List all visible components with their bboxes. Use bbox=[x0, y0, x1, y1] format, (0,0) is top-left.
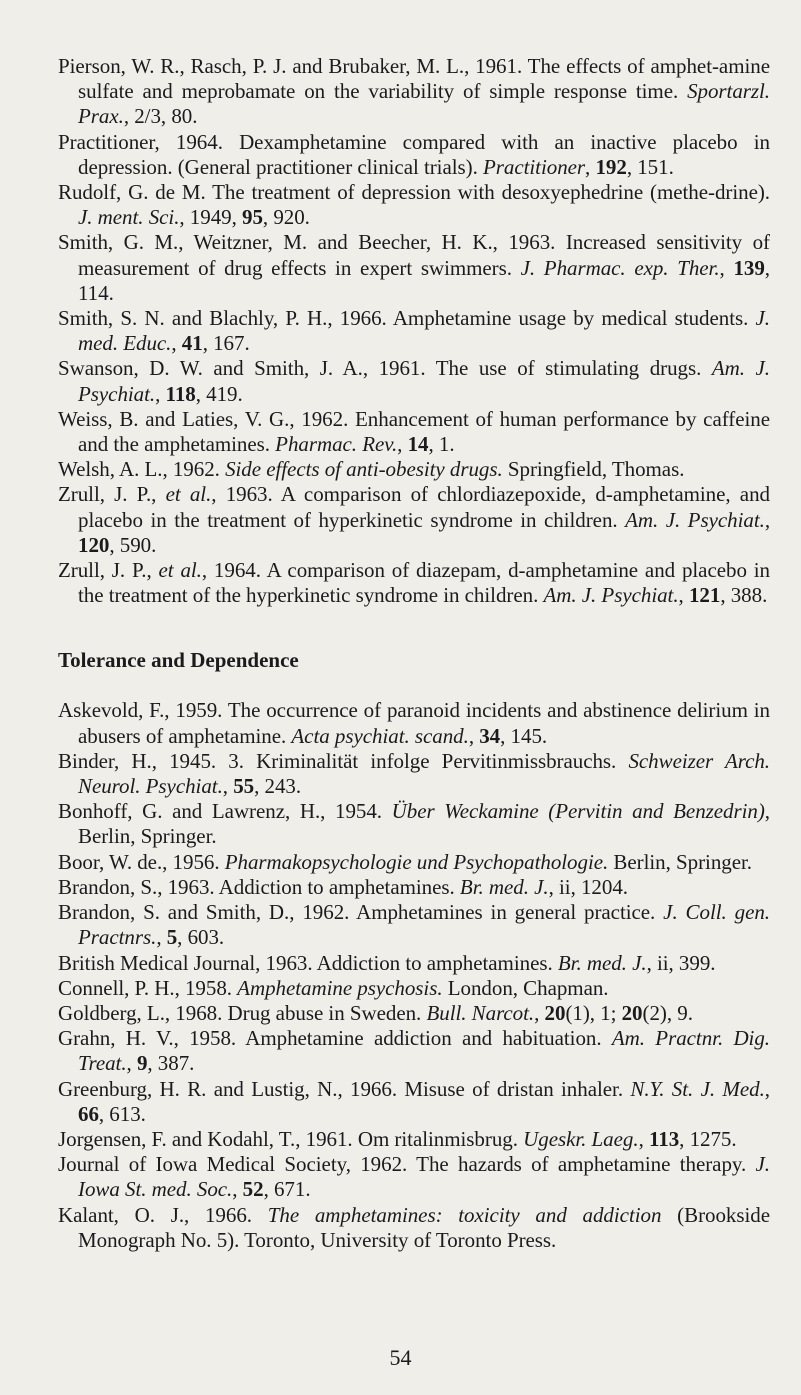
reference-text-segment: Connell, P. H., 1958. bbox=[58, 975, 238, 1000]
reference-text-segment: , 114. bbox=[78, 255, 770, 305]
reference-text-segment: Über Weckamine (Pervitin and Benzedrin) bbox=[391, 799, 765, 824]
reference-entry bbox=[58, 230, 770, 306]
reference-text-segment: , bbox=[719, 255, 734, 280]
reference-text-segment: , bbox=[171, 331, 182, 356]
reference-entry bbox=[58, 875, 770, 900]
reference-text-segment: Journal of Iowa Medical Society, 1962. The hazards of amphetamine therapy. bbox=[58, 1152, 756, 1177]
reference-text-segment: , 145. bbox=[500, 723, 548, 748]
reference-entry bbox=[58, 1026, 770, 1076]
reference-text-segment: Acta psychiat. scand. bbox=[291, 723, 469, 748]
reference-list-tolerance-dependence bbox=[58, 698, 770, 1252]
reference-text-segment: Side effects of anti-obesity drugs. bbox=[225, 457, 503, 482]
reference-text-segment: Smith, G. M., Weitzner, M. and Beecher, H. K., 1963. Increased sensitivity of measurement of drug effects in expert swimmers. bbox=[58, 230, 770, 280]
reference-text-segment: The amphetamines: toxicity and addiction bbox=[267, 1202, 662, 1227]
reference-text-segment: 66 bbox=[78, 1101, 99, 1126]
reference-text-segment: , bbox=[232, 1177, 243, 1202]
document-page bbox=[58, 54, 770, 1253]
reference-entry bbox=[58, 749, 770, 799]
reference-text-segment: , 603. bbox=[177, 925, 225, 950]
reference-text-segment: , bbox=[126, 1051, 137, 1076]
reference-text-segment: , 1949, bbox=[179, 205, 243, 230]
reference-text-segment: London, Chapman. bbox=[442, 975, 609, 1000]
reference-text-segment: , bbox=[222, 774, 234, 799]
reference-text-segment: Practitioner, 1964. Dexamphetamine compared with an inactive placebo in depression. (General practitioner clinical trials). bbox=[58, 129, 770, 179]
reference-entry bbox=[58, 482, 770, 558]
reference-text-segment: Am. Practnr. Dig. Treat. bbox=[78, 1026, 770, 1076]
reference-text-segment: Amphetamine psychosis. bbox=[237, 975, 443, 1000]
reference-text-segment: Brandon, S. and Smith, D., 1962. Amphetamines in general practice. bbox=[58, 900, 664, 925]
reference-entry bbox=[58, 850, 770, 875]
reference-text-segment: 95 bbox=[242, 205, 263, 230]
reference-text-segment: , 1275. bbox=[679, 1126, 737, 1151]
reference-text-segment: Bull. Narcot. bbox=[426, 1000, 535, 1025]
reference-text-segment: , 2/3, 80. bbox=[123, 104, 198, 129]
reference-entry bbox=[58, 407, 770, 457]
reference-text-segment: , 243. bbox=[254, 774, 302, 799]
reference-text-segment: 121 bbox=[688, 583, 721, 608]
reference-text-segment: , 613. bbox=[98, 1101, 146, 1126]
reference-text-segment: Weiss, B. and Laties, V. G., 1962. Enhancement of human performance by caffeine and the amphetamines. bbox=[58, 406, 770, 457]
reference-text-segment: J. med. Educ. bbox=[78, 306, 770, 356]
reference-text-segment: , bbox=[638, 1126, 649, 1151]
reference-text-segment: J. Coll. gen. Practnrs. bbox=[78, 900, 770, 950]
reference-text-segment: Swanson, D. W. and Smith, J. A., 1961. The use of stimulating drugs. bbox=[58, 356, 712, 381]
reference-text-segment: Pharmac. Rev. bbox=[275, 432, 398, 457]
reference-text-segment: et al. bbox=[165, 482, 212, 507]
reference-text-segment: 14 bbox=[407, 432, 429, 457]
reference-text-segment: 55 bbox=[233, 774, 255, 799]
reference-text-segment: Springfield, Thomas. bbox=[502, 457, 685, 482]
reference-text-segment: 113 bbox=[648, 1126, 680, 1151]
reference-text-segment: 52 bbox=[242, 1177, 264, 1202]
reference-text-segment: J. ment. Sci. bbox=[78, 205, 180, 230]
reference-text-segment: , bbox=[678, 583, 689, 608]
reference-text-segment: Br. med. J. bbox=[459, 874, 549, 899]
reference-entry bbox=[58, 558, 770, 608]
reference-text-segment: Jorgensen, F. and Kodahl, T., 1961. Om ritalinmisbrug. bbox=[58, 1126, 524, 1151]
reference-text-segment: , ii, 399. bbox=[646, 950, 716, 975]
reference-text-segment: , 1963. A comparison of chlordiazepoxide, d-amphetamine, and placebo in the treatment of hyperkinetic syndrome in children. bbox=[78, 482, 770, 532]
reference-entry bbox=[58, 698, 770, 748]
reference-entry bbox=[58, 1127, 770, 1152]
reference-entry bbox=[58, 457, 770, 482]
reference-text-segment: Bonhoff, G. and Lawrenz, H., 1954. bbox=[58, 799, 392, 824]
reference-text-segment: 20 bbox=[544, 1000, 566, 1025]
reference-text-segment: Br. med. J. bbox=[557, 950, 647, 975]
reference-text-segment: , bbox=[155, 381, 166, 406]
reference-text-segment: , bbox=[764, 1076, 770, 1101]
reference-text-segment: , 388. bbox=[720, 583, 768, 608]
page-number: 54 bbox=[389, 1345, 412, 1370]
reference-text-segment: 9 bbox=[136, 1051, 148, 1076]
reference-entry bbox=[58, 976, 770, 1001]
reference-text-segment: Smith, S. N. and Blachly, P. H., 1966. Amphetamine usage by medical students. bbox=[58, 306, 756, 331]
reference-text-segment: Binder, H., 1945. 3. Kriminalität infolge Pervitinmissbrauchs. bbox=[58, 748, 629, 773]
reference-text-segment: , 1964. A comparison of diazepam, d-amphetamine and placebo in the treatment of the hyperkinetic syndrome in children. bbox=[78, 558, 770, 608]
reference-text-segment: Welsh, A. L., 1962. bbox=[58, 457, 226, 482]
reference-entry bbox=[58, 306, 770, 356]
reference-text-segment: , bbox=[764, 507, 771, 532]
reference-entry bbox=[58, 1152, 770, 1202]
reference-text-segment: Brandon, S., 1963. Addiction to amphetamines. bbox=[58, 874, 460, 899]
reference-text-segment: , 920. bbox=[262, 205, 310, 230]
reference-text-segment: et al. bbox=[158, 558, 202, 583]
reference-text-segment: J. Pharmac. exp. Ther. bbox=[520, 255, 720, 280]
reference-text-segment: , 151. bbox=[626, 154, 674, 179]
reference-text-segment: , 1. bbox=[428, 432, 455, 457]
reference-text-segment: British Medical Journal, 1963. Addiction to amphetamines. bbox=[58, 950, 558, 975]
section-heading: Tolerance and Dependence bbox=[58, 648, 299, 673]
reference-text-segment: Schweizer Arch. Neurol. Psychiat. bbox=[78, 748, 771, 799]
reference-text-segment: (Brookside Monograph No. 5). Toronto, University of Toronto Press. bbox=[78, 1202, 771, 1252]
reference-text-segment: Askevold, F., 1959. The occurrence of paranoid incidents and abstinence delirium in abusers of amphetamine. bbox=[58, 698, 770, 748]
reference-text-segment: 34 bbox=[479, 723, 501, 748]
reference-text-segment: Zrull, J. P., bbox=[58, 558, 159, 583]
reference-text-segment: Zrull, J. P., bbox=[58, 482, 166, 507]
reference-text-segment: Am. J. Psychiat. bbox=[543, 583, 679, 608]
reference-text-segment: , bbox=[397, 432, 408, 457]
reference-entry bbox=[58, 180, 770, 230]
reference-entry bbox=[58, 130, 770, 180]
reference-entry bbox=[58, 356, 770, 406]
reference-text-segment: , 419. bbox=[195, 381, 243, 406]
reference-text-segment: Pierson, W. R., Rasch, P. J. and Brubaker, M. L., 1961. The effects of amphet-amine sulfate and meprobamate on the variability of simple response time. bbox=[58, 54, 770, 104]
reference-text-segment: 5 bbox=[166, 925, 178, 950]
reference-text-segment: Am. J. Psychiat. bbox=[625, 507, 765, 532]
reference-text-segment: 192 bbox=[595, 154, 627, 179]
reference-text-segment: Grahn, H. V., 1958. Amphetamine addiction and habituation. bbox=[58, 1026, 612, 1051]
reference-text-segment: , 387. bbox=[147, 1051, 195, 1076]
reference-text-segment: Practitioner bbox=[482, 154, 586, 179]
reference-entry bbox=[58, 799, 770, 849]
reference-text-segment: Sportarzl. Prax. bbox=[78, 79, 770, 129]
reference-text-segment: Goldberg, L., 1968. Drug abuse in Sweden. bbox=[58, 1000, 427, 1025]
reference-text-segment: (1), 1; bbox=[565, 1000, 622, 1025]
reference-text-segment: , Berlin, Springer. bbox=[78, 799, 770, 849]
reference-text-segment: Boor, W. de., 1956. bbox=[58, 849, 225, 874]
reference-entry bbox=[58, 1001, 770, 1026]
reference-text-segment: (2), 9. bbox=[642, 1000, 693, 1025]
reference-entry bbox=[58, 1077, 770, 1127]
reference-entry bbox=[58, 54, 770, 130]
reference-text-segment: , bbox=[468, 723, 480, 748]
reference-list-general bbox=[58, 54, 770, 608]
reference-text-segment: , 671. bbox=[263, 1177, 311, 1202]
reference-text-segment: 41 bbox=[181, 331, 203, 356]
reference-text-segment: N.Y. St. J. Med. bbox=[630, 1076, 765, 1101]
reference-text-segment: , 590. bbox=[109, 532, 157, 557]
reference-text-segment: 20 bbox=[621, 1000, 643, 1025]
reference-text-segment: 120 bbox=[78, 532, 110, 557]
reference-text-segment: Am. J. Psychiat. bbox=[78, 356, 771, 406]
reference-entry bbox=[58, 900, 770, 950]
reference-text-segment: , bbox=[156, 925, 167, 950]
reference-text-segment: Pharmakopsychologie und Psychopathologie. bbox=[224, 849, 609, 874]
reference-text-segment: J. Iowa St. med. Soc. bbox=[78, 1152, 770, 1202]
reference-text-segment: Ugeskr. Laeg. bbox=[523, 1126, 639, 1151]
reference-text-segment: , bbox=[585, 154, 596, 179]
reference-text-segment: Greenburg, H. R. and Lustig, N., 1966. Misuse of dristan inhaler. bbox=[58, 1076, 631, 1101]
reference-text-segment: , 167. bbox=[202, 331, 250, 356]
reference-entry bbox=[58, 1203, 770, 1253]
reference-text-segment: 118 bbox=[165, 381, 196, 406]
reference-entry bbox=[58, 951, 770, 976]
reference-text-segment: 139 bbox=[733, 255, 765, 280]
reference-text-segment: , ii, 1204. bbox=[548, 874, 628, 899]
reference-text-segment: Berlin, Springer. bbox=[608, 849, 752, 874]
reference-text-segment: Rudolf, G. de M. The treatment of depression with desoxyephedrine (methe-drine). bbox=[58, 180, 770, 205]
reference-text-segment: , bbox=[534, 1000, 545, 1025]
reference-text-segment: Kalant, O. J., 1966. bbox=[58, 1202, 268, 1227]
